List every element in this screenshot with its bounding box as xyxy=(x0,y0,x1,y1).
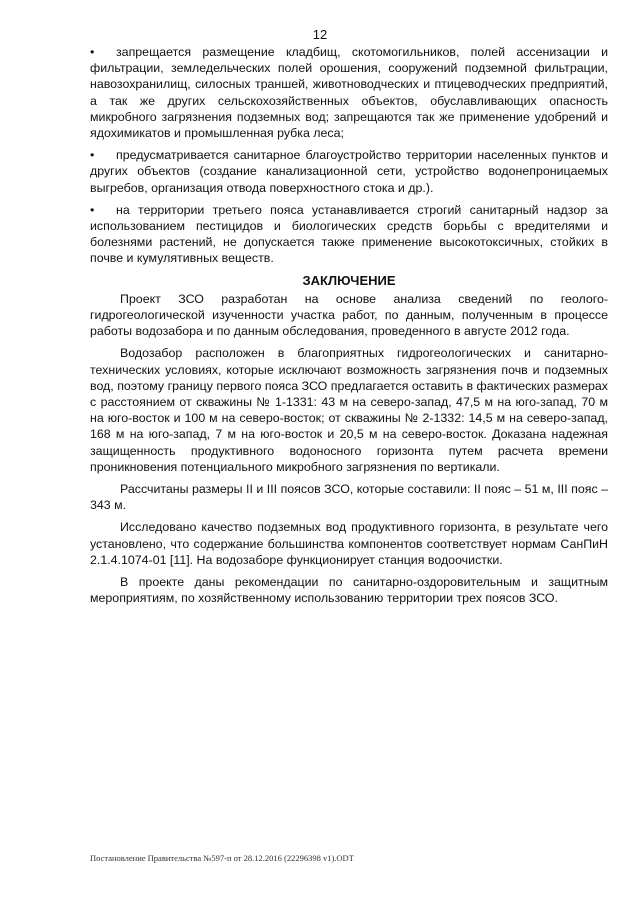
list-item xyxy=(90,202,608,267)
paragraph: Рассчитаны размеры II и III поясов ЗСО, которые составили: II пояс – 51 м, III пояс – 343 м. xyxy=(90,482,608,513)
page-footer: Постановление Правительства №597-п от 28.12.2016 (22296398 v1).ODT xyxy=(90,853,354,863)
bullet-icon: • xyxy=(90,202,95,217)
list-item-text: запрещается размещение кладбищ, скотомогильников, полей ассенизации и фильтрации, земледельческих полей орошения, сооружений подземной фильтрации, навозохранилищ, силосных траншей, животноводческих и птицеводческих предприятий, а так же других сельскохозяйственных объектов, обуславливающих опасность микробного загрязнения подземных вод; запрещаются так же применение удобрений и ядохимикатов и промышленная рубка леса; xyxy=(90,45,608,141)
list-item xyxy=(90,44,608,141)
paragraph: Водозабор расположен в благоприятных гидрогеологических и санитарно-технических условиях, которые исключают возможность загрязнения почв и подземных вод, поэтому границу первого пояса ЗСО предлагается оставить в фактических размерах с расстоянием от скважины № 1-1331: 43 м на северо-запад, 47,5 м на юго-запад, 70 м на юго-восток и 100 м на северо-восток; от скважины № 2-1332: 14,5 м на северо-запад, 168 м на юго-запад, 7 м на юго-восток и 20,5 м на северо-восток. Доказана надежная защищенность продуктивного водоносного горизонта путем расчета времени проникновения потенциального микробного загрязнения по вертикали. xyxy=(90,346,608,474)
paragraph: В проекте даны рекомендации по санитарно-оздоровительным и защитным мероприятиям, по хозяйственному использованию территории трех поясов ЗСО. xyxy=(90,575,608,606)
bullet-icon: • xyxy=(90,148,95,163)
list-item-text: на территории третьего пояса устанавливается строгий санитарный надзор за использованием пестицидов и биологических средств борьбы с вредителями и болезнями растений, не допускается также применение высокотоксичных, стойких в почве и кумулятивных веществ. xyxy=(90,202,608,266)
document-body xyxy=(90,44,608,613)
list-item xyxy=(90,147,608,196)
paragraph: Проект ЗСО разработан на основе анализа сведений по геолого-гидрогеологической изученности участка работ, по данным, полученным в процессе работы водозабора и по данным обследования, проведенного в августе 2012 года. xyxy=(90,291,608,339)
paragraph: Исследовано качество подземных вод продуктивного горизонта, в результате чего установлено, что содержание большинства компонентов соответствует нормам СанПиН 2.1.4.1074-01 [11]. На водозаборе функционирует станция водоочистки. xyxy=(90,520,608,567)
list-item-text: предусматривается санитарное благоустройство территории населенных пунктов и других объектов (создание канализационной сети, устройство водонепроницаемых выгребов, организация отвода поверхностного стока и др.). xyxy=(90,148,608,195)
section-heading: ЗАКЛЮЧЕНИЕ xyxy=(302,272,396,288)
bullet-icon: • xyxy=(90,45,95,59)
page-number: 12 xyxy=(312,27,328,42)
